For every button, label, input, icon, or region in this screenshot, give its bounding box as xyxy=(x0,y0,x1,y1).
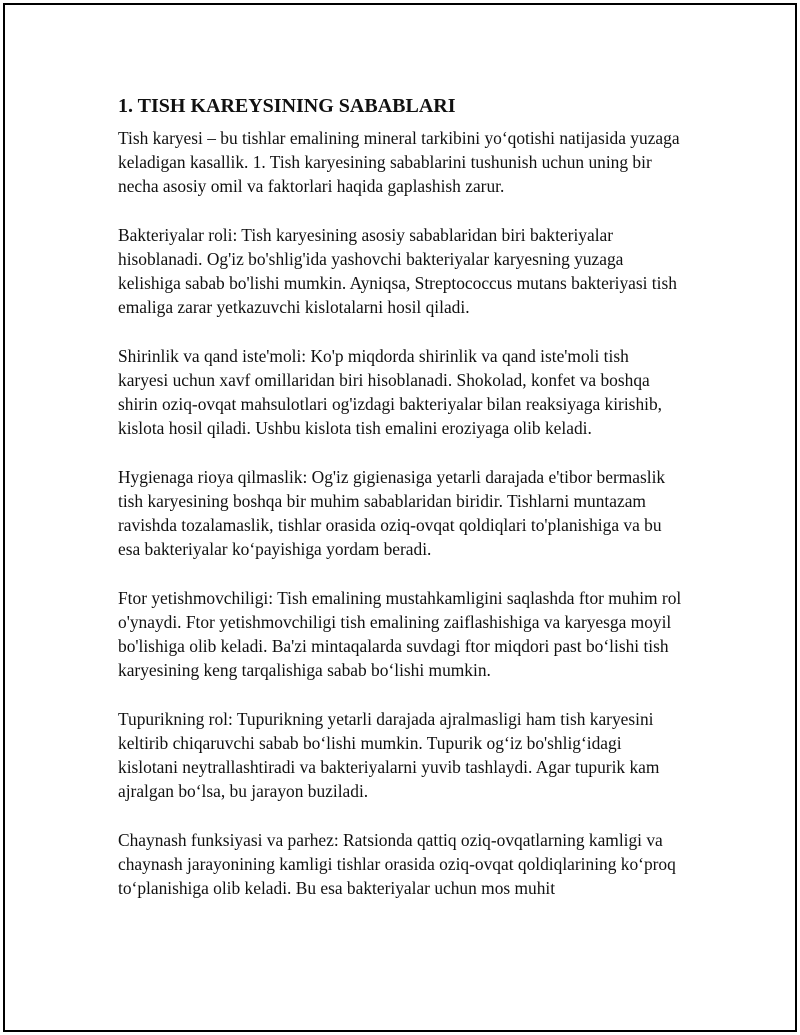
document-body xyxy=(118,94,683,925)
paragraph-saliva: Tupurikning rol: Tupurikning yetarli darajada ajralmasligi ham tish karyesini keltirib chiqaruvchi sabab bo‘lishi mumkin. Tupurik og‘iz bo'shlig‘idagi kislotani neytrallashtiradi va bakteriyalarni yuvib tashlaydi. Agar tupurik kam ajralgan bo‘lsa, bu jarayon buziladi. xyxy=(118,708,660,802)
paragraph-hygiene: Hygienaga rioya qilmaslik: Og'iz gigienasiga yetarli darajada e'tibor bermaslik tish karyesining boshqa bir muhim sabablaridan biridir. Tishlarni muntazam ravishda tozalamaslik, tishlar orasida oziq-ovqat qoldiqlari to'planishiga va bu esa bakteriyalar ko‘payishiga yordam beradi. xyxy=(118,466,666,560)
paragraph-sugar: Shirinlik va qand iste'moli: Ko'p miqdorda shirinlik va qand iste'moli tish karyesi uchun xavf omillaridan biri hisoblanadi. Shokolad, konfet va boshqa shirin oziq-ovqat mahsulotlari og'izdagi bakteriyalar bilan reaksiyaga kirishib, kislota hosil qiladi. Ushbu kislota tish emalini eroziyaga olib keladi. xyxy=(118,345,663,439)
document-title: 1. TISH KAREYSINING SABABLARI xyxy=(118,95,456,117)
paragraph-fluoride: Ftor yetishmovchiligi: Tish emalining mustahkamligini saqlashda ftor muhim rol o'ynaydi. Ftor yetishmovchiligi tish emalining zaiflashishiga va karyesga moyil bo'lishiga olib keladi. Ba'zi mintaqalarda suvdagi ftor miqdori past bo‘lishi tish karyesining keng tarqalishiga sabab bo‘lishi mumkin. xyxy=(118,587,682,681)
paragraph-bacteria: Bakteriyalar roli: Tish karyesining asosiy sabablaridan biri bakteriyalar hisoblanadi. Og'iz bo'shlig'ida yashovchi bakteriyalar karyesning yuzaga kelishiga sabab bo'lishi mumkin. Ayniqsa, Streptococcus mutans bakteriyasi tish emaliga zarar yetkazuvchi kislotalarni hosil qiladi. xyxy=(118,224,677,318)
paragraph-chewing-diet: Chaynash funksiyasi va parhez: Ratsionda qattiq oziq-ovqatlarning kamligi va chaynash jarayonining kamligi tishlar orasida oziq-ovqat qoldiqlarining ko‘proq to‘planishiga olib keladi. Bu esa bakteriyalar uchun mos muhit xyxy=(118,829,676,899)
paragraph-intro: Tish karyesi – bu tishlar emalining mineral tarkibini yo‘qotishi natijasida yuzaga keladigan kasallik. 1. Tish karyesining sabablarini tushunish uchun uning bir necha asosiy omil va faktorlari haqida gaplashish zarur. xyxy=(118,128,680,197)
